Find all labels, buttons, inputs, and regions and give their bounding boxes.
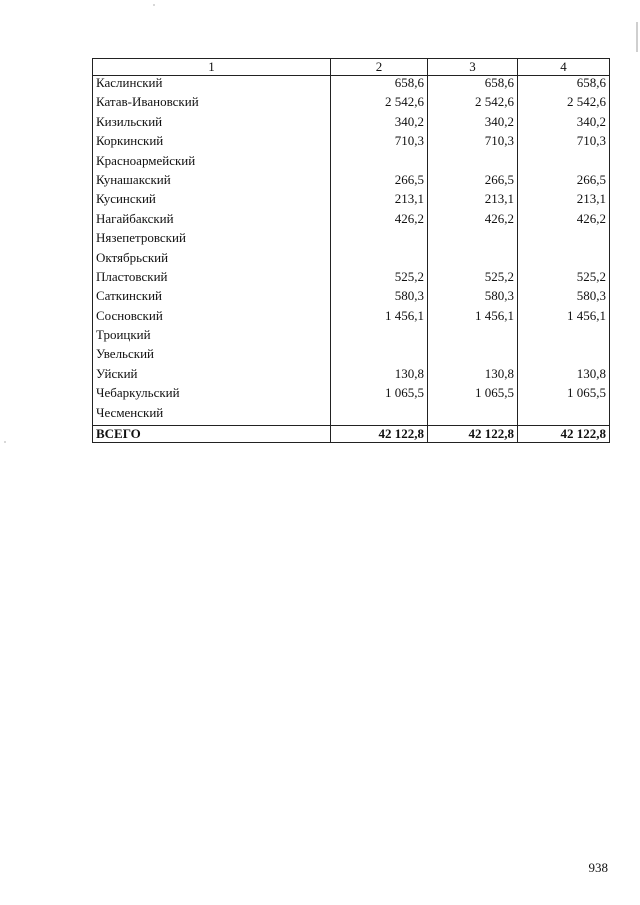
district-name: Кусинский [93, 192, 331, 211]
value-cell: 710,3 [331, 134, 428, 153]
district-name: Кизильский [93, 115, 331, 134]
value-cell [518, 406, 610, 426]
value-cell: 1 456,1 [428, 309, 518, 328]
table-row [93, 76, 610, 96]
value-cell: 340,2 [428, 115, 518, 134]
table-row [93, 270, 610, 289]
district-name: Коркинский [93, 134, 331, 153]
table-row [93, 367, 610, 386]
value-cell [518, 231, 610, 250]
district-name: Нагайбакский [93, 212, 331, 231]
district-name: Чесменский [93, 406, 331, 426]
value-cell [428, 251, 518, 270]
district-name: Нязепетровский [93, 231, 331, 250]
value-cell: 525,2 [518, 270, 610, 289]
value-cell: 1 456,1 [518, 309, 610, 328]
scan-artifact [4, 441, 6, 443]
value-cell: 710,3 [518, 134, 610, 153]
value-cell: 340,2 [331, 115, 428, 134]
table-row [93, 192, 610, 211]
table-row [93, 95, 610, 114]
table-row [93, 309, 610, 328]
value-cell: 580,3 [331, 289, 428, 308]
value-cell: 1 065,5 [331, 386, 428, 405]
value-cell [428, 406, 518, 426]
table-header-row [93, 59, 610, 76]
table-row [93, 134, 610, 153]
column-header: 2 [331, 59, 428, 76]
table-row [93, 386, 610, 405]
value-cell: 130,8 [518, 367, 610, 386]
value-cell: 1 065,5 [428, 386, 518, 405]
table-body [93, 76, 610, 443]
value-cell [518, 328, 610, 347]
value-cell: 1 065,5 [518, 386, 610, 405]
column-header: 3 [428, 59, 518, 76]
value-cell: 710,3 [428, 134, 518, 153]
value-cell [331, 347, 428, 366]
value-cell: 525,2 [331, 270, 428, 289]
district-name: Увельский [93, 347, 331, 366]
district-name: Уйский [93, 367, 331, 386]
value-cell: 266,5 [331, 173, 428, 192]
table-row [93, 173, 610, 192]
value-cell: 2 542,6 [428, 95, 518, 114]
value-cell: 525,2 [428, 270, 518, 289]
district-name: Катав-Ивановский [93, 95, 331, 114]
value-cell: 266,5 [518, 173, 610, 192]
budget-table [92, 58, 610, 443]
total-label: ВСЕГО [93, 426, 331, 443]
value-cell: 1 456,1 [331, 309, 428, 328]
value-cell: 130,8 [428, 367, 518, 386]
district-name: Пластовский [93, 270, 331, 289]
district-name: Саткинский [93, 289, 331, 308]
value-cell: 340,2 [518, 115, 610, 134]
total-value: 42 122,8 [518, 426, 610, 443]
value-cell [518, 251, 610, 270]
value-cell: 426,2 [331, 212, 428, 231]
value-cell [518, 154, 610, 173]
value-cell [518, 347, 610, 366]
district-name: Кунашакский [93, 173, 331, 192]
table-row [93, 231, 610, 250]
district-name: Сосновский [93, 309, 331, 328]
table-row [93, 328, 610, 347]
table-row [93, 154, 610, 173]
value-cell [428, 328, 518, 347]
district-name: Троицкий [93, 328, 331, 347]
value-cell: 580,3 [518, 289, 610, 308]
district-name: Чебаркульский [93, 386, 331, 405]
column-header: 4 [518, 59, 610, 76]
value-cell: 426,2 [428, 212, 518, 231]
value-cell [331, 231, 428, 250]
value-cell [331, 251, 428, 270]
district-name: Красноармейский [93, 154, 331, 173]
table-row [93, 406, 610, 426]
total-value: 42 122,8 [428, 426, 518, 443]
value-cell [331, 406, 428, 426]
page-number: 938 [588, 860, 608, 875]
value-cell [428, 231, 518, 250]
district-name: Октябрьский [93, 251, 331, 270]
value-cell [428, 154, 518, 173]
scan-artifact [153, 4, 155, 6]
table-row [93, 251, 610, 270]
table-row [93, 347, 610, 366]
value-cell: 580,3 [428, 289, 518, 308]
total-value: 42 122,8 [331, 426, 428, 443]
value-cell [331, 328, 428, 347]
value-cell: 266,5 [428, 173, 518, 192]
value-cell: 426,2 [518, 212, 610, 231]
value-cell: 213,1 [518, 192, 610, 211]
table-row [93, 289, 610, 308]
value-cell: 2 542,6 [518, 95, 610, 114]
table-row [93, 212, 610, 231]
value-cell: 213,1 [428, 192, 518, 211]
value-cell [428, 347, 518, 366]
value-cell: 658,6 [428, 76, 518, 96]
district-name: Каслинский [93, 76, 331, 96]
value-cell: 213,1 [331, 192, 428, 211]
value-cell [331, 154, 428, 173]
value-cell: 658,6 [331, 76, 428, 96]
table-row [93, 115, 610, 134]
column-header: 1 [93, 59, 331, 76]
scan-edge-mark [636, 22, 638, 52]
value-cell: 2 542,6 [331, 95, 428, 114]
value-cell: 130,8 [331, 367, 428, 386]
value-cell: 658,6 [518, 76, 610, 96]
total-row [93, 426, 610, 443]
